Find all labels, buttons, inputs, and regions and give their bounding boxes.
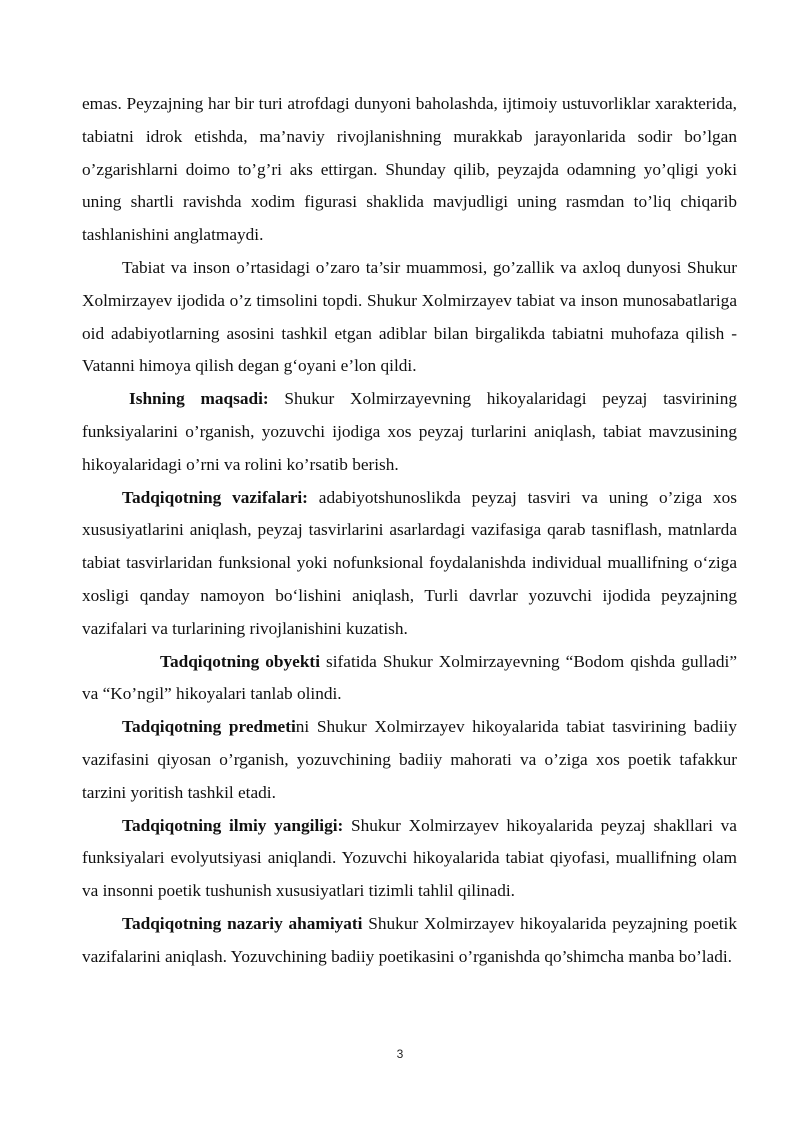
paragraph-heading: Ishning maqsadi: (129, 389, 269, 409)
paragraph-text: Shukur Xolmirzayev hikoyalarida peyzajning poetik vazifalarini aniqlash. Yozuvchining badiiy poetikasini o’rganishda qo’shimcha manba bo’ladi. (82, 913, 737, 966)
paragraph-intro-continuation (82, 88, 737, 252)
paragraph-text: Tabiat va inson o’rtasidagi o’zaro ta’sir muammosi, go’zallik va axloq dunyosi Shukur Xolmirzayev ijodida o’z timsolini topdi. Shukur Xolmirzayev tabiat va inson munosabatlariga oid adabiyotlarning asosini tashkil etgan adiblar bilan birgalikda tabiatni muhofaza qilish - Vatanni himoya qilish degan g‘oyani e’lon qildi. (82, 257, 737, 376)
paragraph-text: Shukur Xolmirzayev hikoyalarida peyzaj shakllari va funksiyalari evolyutsiyasi aniqlandi. Yozuvchi hikoyalarida tabiat qiyofasi, muallifning olam va insonni poetik tushunish xususiyatlari tizimli tahlil qilinadi. (82, 815, 737, 901)
paragraph-text: adabiyotshunoslikda peyzaj tasviri va uning o’ziga xos xususiyatlarini aniqlash, peyzaj tasvirlarini asarlardagi vazifasiga qarab tasniflash, matnlarda tabiat tasvirlaridan funksional yoki nofunksional foydalanishda individual muallifning o‘ziga xosligi qanday namoyon bo‘lishini aniqlash, Turli davrlar yozuvchi ijodida peyzajning vazifalari va turlarining rivojlanishini kuzatish. (82, 487, 737, 638)
page-number: 3 (396, 1047, 404, 1061)
paragraph-heading: Tadqiqotning nazariy ahamiyati (122, 913, 363, 933)
paragraph-heading: Tadqiqotning vazifalari: (122, 487, 308, 507)
paragraph-text: sifatida Shukur Xolmirzayevning “Bodom qishda gulladi” va “Ko’ngil” hikoyalari tanlab olindi. (82, 651, 737, 704)
paragraph-tasks (82, 482, 737, 646)
paragraph-subject (82, 711, 737, 809)
paragraph-text: Shukur Xolmirzayevning hikoyalaridagi peyzaj tasvirining funksiyalarini o’rganish, yozuvchi ijodiga xos peyzaj turlarini aniqlash, tabiat mavzusining hikoyalaridagi o’rni va rolini ko’rsatib berish. (82, 389, 737, 474)
paragraph-nature-human (82, 252, 737, 383)
paragraph-heading: Tadqiqotning predmeti (122, 717, 296, 737)
paragraph-heading: Tadqiqotning obyekti (160, 651, 320, 671)
paragraph-text: ni Shukur Xolmirzayev hikoyalarida tabiat tasvirining badiiy vazifasini qiyosan o’rganish, yozuvchining badiiy mahorati va o’ziga xos poetik tafakkur tarzini yoritish tashkil etadi. (82, 717, 738, 802)
paragraph-text: emas. Peyzajning har bir turi atrofdagi dunyoni baholashda, ijtimoiy ustuvorliklar xarakterida, tabiatni idrok etishda, ma’naviy rivojlanishning murakkab jarayonlarida sodir bo’lgan o’zgarishlarni doimo to’g’ri aks ettirgan. Shunday qilib, peyzajda odamning yo’qligi yoki uning shartli ravishda xodim figurasi shaklida mavjudligi uning rasmdan to’liq chiqarib tashlanishini anglatmaydi. (82, 94, 737, 245)
paragraph-heading: Tadqiqotning ilmiy yangiligi: (122, 815, 344, 835)
paragraph-object (82, 646, 737, 712)
page-body (82, 88, 737, 974)
paragraph-theoretical-significance (82, 908, 737, 974)
paragraph-novelty (82, 810, 737, 908)
paragraph-goal (82, 383, 737, 481)
